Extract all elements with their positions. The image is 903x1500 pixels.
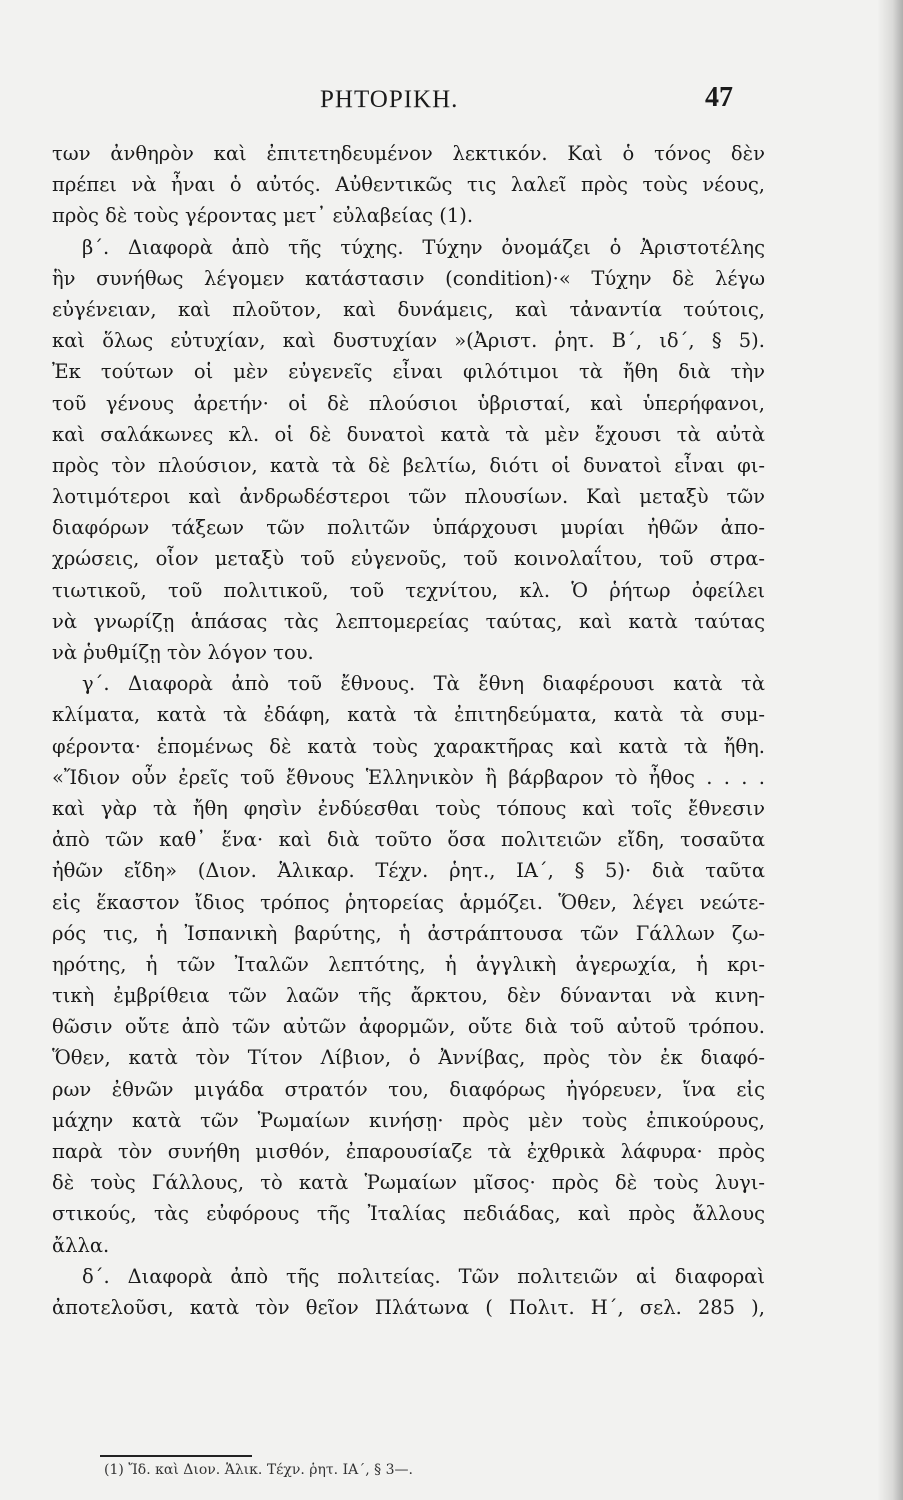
text-line: θῶσιν οὔτε ἀπὸ τῶν αὐτῶν ἀφορμῶν, οὔτε διὰ τοῦ αὐτοῦ τρόπου. [52, 1015, 765, 1039]
text-line: ἀπὸ τῶν καθ᾽ ἕνα· καὶ διὰ τοῦτο ὅσα πολιτειῶν εἴδη, τοσαῦτα [52, 828, 765, 852]
text-line: καὶ γὰρ τὰ ἤθη φησὶν ἐνδύεσθαι τοὺς τόπους καὶ τοῖς ἔθνεσιν [52, 796, 765, 820]
page-edge-shadow [877, 0, 903, 1500]
text-line: φέροντα· ἑπομένως δὲ κατὰ τοὺς χαρακτῆρας καὶ κατὰ τὰ ἤθη. [52, 734, 765, 758]
text-line: «Ἴδιον οὖν ἐρεῖς τοῦ ἔθνους Ἑλληνικὸν ἢ βάρβαρον τὸ ἦθος . . . . [52, 765, 765, 789]
text-line: δ΄. Διαφορὰ ἀπὸ τῆς πολιτείας. Τῶν πολιτειῶν αἱ διαφοραὶ [82, 1264, 765, 1288]
text-line: καὶ σαλάκωνες κλ. οἱ δὲ δυνατοὶ κατὰ τὰ μὲν ἔχουσι τὰ αὐτὰ [52, 422, 765, 446]
text-line: ἠθῶν εἴδη» (Διον. Ἁλικαρ. Τέχν. ῥητ., ΙΑ΄, § 5)· διὰ ταῦτα [52, 859, 765, 883]
text-line: των ἀνθηρὸν καὶ ἐπιτετηδευμένον λεκτικόν. Καὶ ὁ τόνος δὲν [52, 142, 765, 165]
text-line: πρὸς δὲ τοὺς γέροντας μετ᾽ εὐλαβείας (1). [52, 204, 474, 228]
text-line: δὲ τοὺς Γάλλους, τὸ κατὰ Ῥωμαίων μῖσος· πρὸς δὲ τοὺς λυγι- [52, 1171, 765, 1195]
text-line: νὰ γνωρίζῃ ἁπάσας τὰς λεπτομερείας ταύτας, καὶ κατὰ ταύτας [52, 609, 765, 633]
text-line: στικούς, τὰς εὐφόρους τῆς Ἰταλίας πεδιάδας, καὶ πρὸς ἄλλους [52, 1202, 765, 1226]
text-line: β΄. Διαφορὰ ἀπὸ τῆς τύχης. Τύχην ὀνομάζει ὁ Ἀριστοτέλης [82, 235, 765, 259]
text-line: γ΄. Διαφορὰ ἀπὸ τοῦ ἔθνους. Τὰ ἔθνη διαφέρουσι κατὰ τὰ [82, 672, 765, 696]
footnote-rule [100, 1455, 252, 1457]
text-line: ρός τις, ἡ Ἰσπανικὴ βαρύτης, ἡ ἀστράπτουσα τῶν Γάλλων ζω- [52, 921, 765, 945]
text-line: μάχην κατὰ τῶν Ῥωμαίων κινήσῃ· πρὸς μὲν τοὺς ἐπικούρους, [52, 1108, 765, 1132]
text-line: ρων ἐθνῶν μιγάδα στρατόν του, διαφόρως ἠγόρευεν, ἵνα εἰς [52, 1077, 765, 1101]
text-line: κλίματα, κατὰ τὰ ἐδάφη, κατὰ τὰ ἐπιτηδεύματα, κατὰ τὰ συμ- [52, 703, 765, 727]
page-header [0, 82, 903, 126]
text-line: ἄλλα. [52, 1233, 110, 1257]
text-line: νὰ ῥυθμίζῃ τὸν λόγον του. [52, 641, 314, 664]
text-line: ηρότης, ἡ τῶν Ἰταλῶν λεπτότης, ἡ ἀγγλικὴ ἀγερωχία, ἡ κρι- [52, 952, 765, 976]
text-line: παρὰ τὸν συνήθη μισθόν, ἐπαρουσίαζε τὰ ἐχθρικὰ λάφυρα· πρὸς [52, 1140, 765, 1163]
text-line: τοῦ γένους ἀρετήν· οἱ δὲ πλούσιοι ὑβρισταί, καὶ ὑπερήφανοι, [52, 391, 765, 415]
text-line: πρὸς τὸν πλούσιον, κατὰ τὰ δὲ βελτίω, διότι οἱ δυνατοὶ εἶναι φι- [52, 453, 765, 477]
text-line: λοτιμότεροι καὶ ἀνδρωδέστεροι τῶν πλουσίων. Καὶ μεταξὺ τῶν [52, 485, 765, 509]
text-line: Ἐκ τούτων οἱ μὲν εὐγενεῖς εἶναι φιλότιμοι τὰ ἤθη διὰ τὴν [52, 360, 765, 384]
page-number: 47 [705, 82, 733, 113]
body-text [52, 138, 765, 1323]
text-line: πρέπει νὰ ἦναι ὁ αὐτός. Αὐθεντικῶς τις λαλεῖ πρὸς τοὺς νέους, [52, 173, 765, 197]
text-line: ἣν συνήθως λέγομεν κατάστασιν (condition)·« Τύχην δὲ λέγω [52, 266, 765, 290]
text-line: εἰς ἕκαστον ἴδιος τρόπος ῥητορείας ἁρμόζει. Ὅθεν, λέγει νεώτε- [52, 890, 765, 914]
text-line: καὶ ὅλως εὐτυχίαν, καὶ δυστυχίαν »(Ἀριστ. ῥητ. Β΄, ιδ΄, § 5). [52, 329, 765, 353]
footnote: (1) Ἴδ. καὶ Διον. Ἁλικ. Τέχν. ῥητ. ΙΑ΄, § 3—. [104, 1462, 413, 1478]
text-line: ἀποτελοῦσι, κατὰ τὸν θεῖον Πλάτωνα ( Πολιτ. Η΄, σελ. 285 ), [52, 1295, 765, 1319]
text-line: τικὴ ἐμβρίθεια τῶν λαῶν τῆς ἄρκτου, δὲν δύνανται νὰ κινη- [52, 984, 765, 1008]
text-line: Ὅθεν, κατὰ τὸν Τίτον Λίβιον, ὁ Ἀννίβας, πρὸς τὸν ἐκ διαφό- [52, 1046, 765, 1070]
text-line: τιωτικοῦ, τοῦ πολιτικοῦ, τοῦ τεχνίτου, κλ. Ὁ ῥήτωρ ὀφείλει [52, 578, 765, 602]
text-line: χρώσεις, οἷον μεταξὺ τοῦ εὐγενοῦς, τοῦ κοινολαΐτου, τοῦ στρα- [52, 547, 765, 571]
text-line: διαφόρων τάξεων τῶν πολιτῶν ὑπάρχουσι μυρίαι ἠθῶν ἀπο- [52, 516, 765, 540]
running-title: ΡΗΤΟΡΙΚΗ. [320, 86, 459, 113]
text-line: εὐγένειαν, καὶ πλοῦτον, καὶ δυνάμεις, καὶ τἀναντία τούτοις, [52, 297, 765, 321]
